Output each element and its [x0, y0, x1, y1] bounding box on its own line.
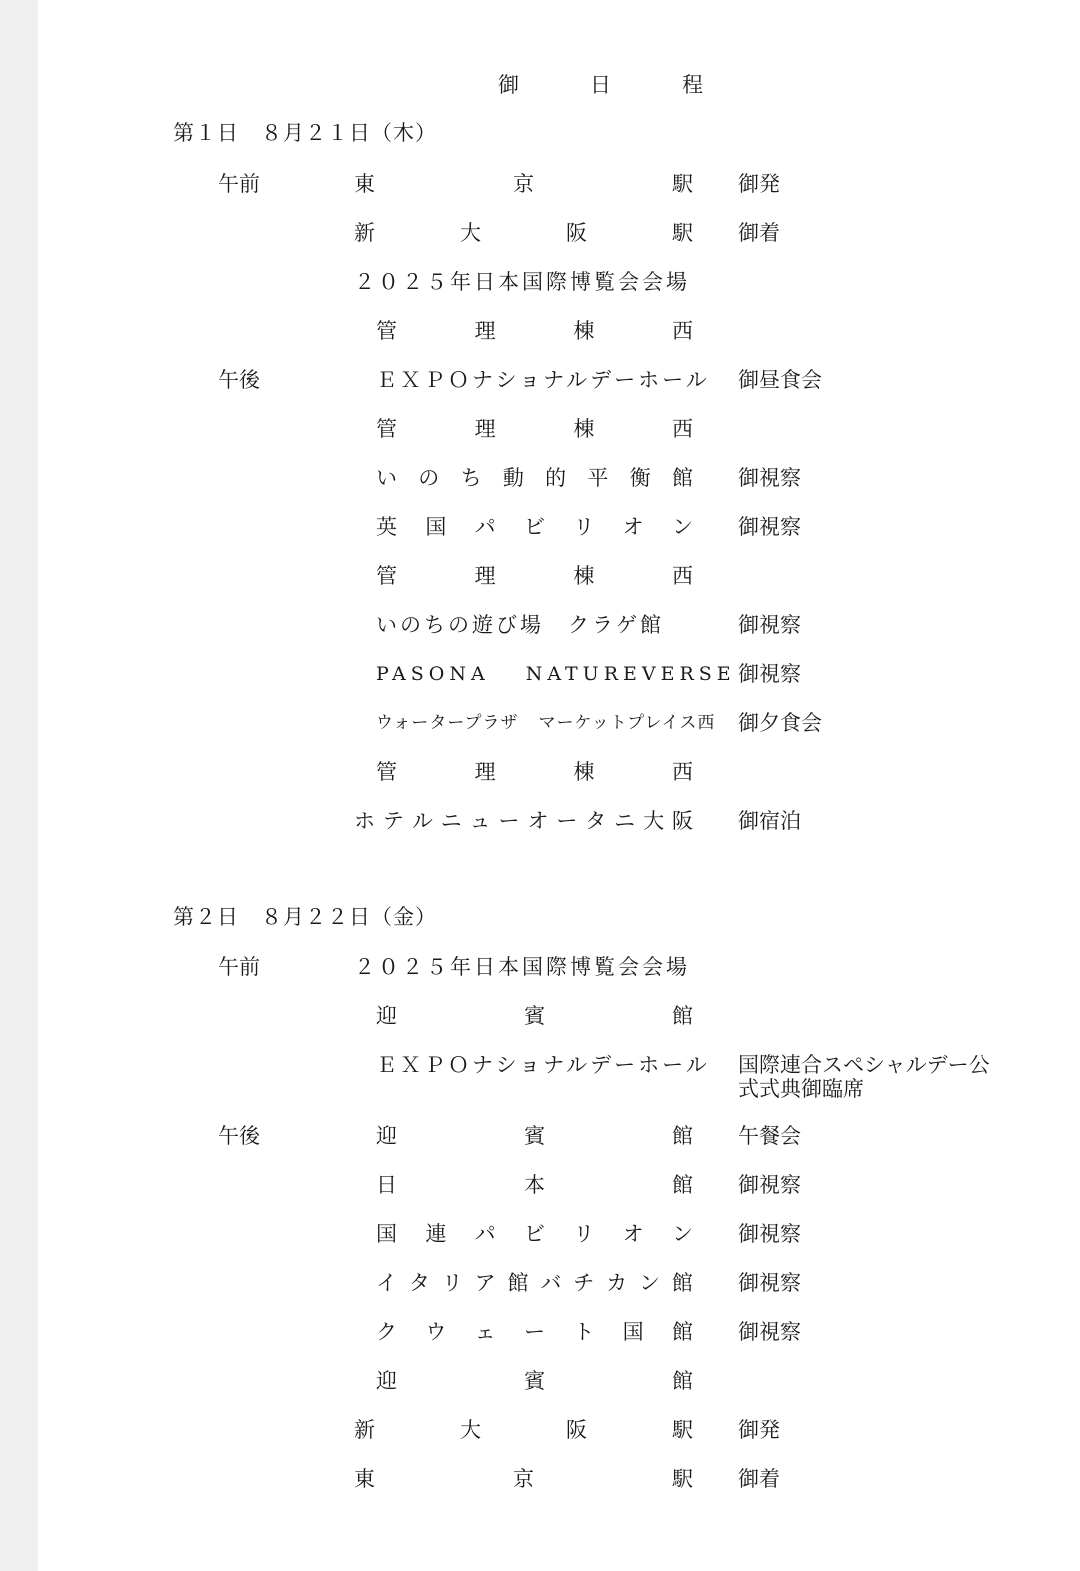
location: [376, 757, 693, 787]
location-char: ン: [671, 515, 693, 539]
location-char: ニ: [614, 809, 636, 833]
schedule-row: [0, 365, 1080, 395]
activity: 御視察: [738, 515, 801, 539]
location: [376, 414, 693, 444]
location-char: ト: [573, 1320, 595, 1344]
location-char: 管: [376, 760, 397, 784]
schedule-row: [0, 1050, 1080, 1101]
location-word: マーケットプレイス西: [538, 713, 716, 733]
location-char: 大: [460, 1418, 481, 1442]
location-char: リ: [441, 1271, 463, 1295]
time-period: 午前: [218, 172, 260, 196]
location-char: 東: [354, 172, 375, 196]
location: ＥＸＰＯナショナルデーホール: [376, 368, 710, 392]
title-char: 日: [590, 73, 611, 97]
location-char: 国: [425, 515, 447, 539]
location-char: 館: [671, 466, 693, 490]
location-char: 館: [507, 1271, 529, 1295]
activity: 御視察: [738, 1173, 801, 1197]
schedule-row: [0, 757, 1080, 787]
schedule-row: [0, 1268, 1080, 1298]
location-char: オ: [527, 809, 549, 833]
location-char: ア: [474, 1271, 496, 1295]
location-char: 大: [460, 221, 481, 245]
activity: 御着: [738, 221, 780, 245]
schedule-row: [0, 708, 1080, 738]
location-char: 日: [376, 1173, 397, 1197]
time-period: 午前: [218, 955, 260, 979]
location-char: 新: [354, 221, 375, 245]
location-char: 駅: [672, 221, 693, 245]
activity: 御視察: [738, 1320, 801, 1344]
location-char: ュ: [469, 809, 491, 833]
location-char: 理: [474, 417, 496, 441]
location-char: 理: [474, 760, 496, 784]
activity: 御着: [738, 1467, 780, 1491]
location-char: 西: [671, 319, 693, 343]
location: [376, 1001, 693, 1031]
location-char: ビ: [523, 1222, 545, 1246]
day-header: 第１日 ８月２１日（木）: [173, 121, 437, 145]
schedule-row: [0, 1464, 1080, 1494]
location-char: ン: [671, 1222, 693, 1246]
location-char: 国: [376, 1222, 397, 1246]
schedule-row: [0, 512, 1080, 542]
location-char: 館: [672, 1173, 693, 1197]
schedule-row: [0, 659, 1080, 689]
activity: 御視察: [738, 1271, 801, 1295]
location-char: 西: [671, 564, 693, 588]
location-char: テ: [382, 809, 404, 833]
activity: 午餐会: [738, 1124, 801, 1148]
location-char: リ: [573, 1222, 595, 1246]
time-period: 午後: [218, 368, 260, 392]
title-char: 程: [682, 73, 703, 97]
schedule-row: [0, 267, 1080, 297]
location-char: 衡: [629, 466, 651, 490]
location-char: 管: [376, 319, 397, 343]
location: [376, 1219, 693, 1249]
location: [376, 1317, 693, 1347]
location: [376, 316, 693, 346]
schedule-row: [0, 1366, 1080, 1396]
location-char: 京: [513, 1467, 534, 1491]
location: [354, 1464, 693, 1494]
activity: 御夕食会: [738, 711, 822, 735]
activity: 御視察: [738, 662, 801, 686]
location-char: 連: [425, 1222, 447, 1246]
location: [376, 463, 693, 493]
location: [354, 1415, 693, 1445]
schedule-row: [0, 1121, 1080, 1151]
schedule-row: [0, 169, 1080, 199]
location-char: ェ: [474, 1320, 496, 1344]
location: ２０２５年日本国際博覧会会場: [354, 270, 690, 294]
schedule-row: [0, 1170, 1080, 1200]
schedule-row: [0, 952, 1080, 982]
schedule-row: [0, 806, 1080, 836]
location-char: 駅: [672, 172, 693, 196]
location-char: 理: [474, 564, 496, 588]
location: [376, 561, 693, 591]
location-char: カ: [606, 1271, 628, 1295]
location: [376, 1268, 693, 1298]
location-char: ク: [376, 1320, 397, 1344]
location-char: 本: [524, 1173, 545, 1197]
location-char: チ: [573, 1271, 595, 1295]
location-char: 的: [545, 466, 567, 490]
schedule-row: [0, 414, 1080, 444]
location-char: 棟: [573, 760, 595, 784]
location-char: 迎: [376, 1004, 397, 1028]
day-header: 第２日 ８月２２日（金）: [173, 905, 437, 929]
location-char: タ: [408, 1271, 430, 1295]
location-char: 駅: [672, 1418, 693, 1442]
location-word: PASONA: [376, 663, 490, 685]
location: [376, 512, 693, 542]
schedule-row: [0, 1415, 1080, 1445]
location-char: の: [418, 466, 440, 490]
location-char: 阪: [566, 1418, 587, 1442]
location-char: 阪: [671, 809, 693, 833]
activity: 御視察: [738, 466, 801, 490]
location: [376, 1170, 693, 1200]
location-char: 賓: [524, 1369, 545, 1393]
location-char: ー: [498, 809, 520, 833]
location-char: 迎: [376, 1369, 397, 1393]
location-char: ホ: [354, 809, 375, 833]
location-char: タ: [585, 809, 607, 833]
location-char: 館: [671, 1320, 693, 1344]
location-word: NATUREVERSE: [525, 663, 736, 685]
location-char: 迎: [376, 1124, 397, 1148]
schedule-row: [0, 463, 1080, 493]
location-char: 平: [587, 466, 609, 490]
location: [376, 1366, 693, 1396]
location-char: 賓: [524, 1004, 545, 1028]
location: [354, 169, 693, 199]
schedule-row: [0, 316, 1080, 346]
location-char: 館: [671, 1271, 693, 1295]
location-char: 京: [513, 172, 534, 196]
location-char: パ: [474, 1222, 496, 1246]
location-char: い: [376, 466, 397, 490]
schedule-row: [0, 610, 1080, 640]
location-char: 棟: [573, 319, 595, 343]
time-period: 午後: [218, 1124, 260, 1148]
location: [376, 708, 716, 738]
location-char: 管: [376, 564, 397, 588]
location-char: ビ: [523, 515, 545, 539]
activity: 御発: [738, 1418, 780, 1442]
location: いのちの遊び場 クラゲ館: [376, 613, 664, 637]
location-char: 動: [502, 466, 524, 490]
location-char: 新: [354, 1418, 375, 1442]
location-char: ル: [411, 809, 433, 833]
location-char: 西: [671, 760, 693, 784]
location-char: 英: [376, 515, 397, 539]
location: [376, 1121, 693, 1151]
schedule-row: [0, 1219, 1080, 1249]
location: ２０２５年日本国際博覧会会場: [354, 955, 690, 979]
location: [354, 806, 693, 836]
activity: 御視察: [738, 613, 801, 637]
location-char: ー: [556, 809, 578, 833]
location-char: ン: [639, 1271, 660, 1295]
location-char: 館: [672, 1369, 693, 1393]
location-char: 棟: [573, 564, 595, 588]
schedule-row: [0, 1317, 1080, 1347]
location-char: ニ: [440, 809, 462, 833]
activity: 御視察: [738, 1222, 801, 1246]
location-char: パ: [474, 515, 496, 539]
schedule-row: [0, 218, 1080, 248]
location: [376, 659, 736, 689]
activity: 御昼食会: [738, 368, 822, 392]
activity: 御宿泊: [738, 809, 801, 833]
activity: 国際連合スペシャルデー公式式典御臨席: [738, 1053, 990, 1101]
location-char: ち: [460, 466, 482, 490]
location-char: 阪: [566, 221, 587, 245]
title-char: 御: [498, 73, 519, 97]
location: [354, 218, 693, 248]
location-char: オ: [622, 1222, 644, 1246]
location-char: リ: [573, 515, 595, 539]
location-char: 館: [672, 1004, 693, 1028]
schedule-row: [0, 1001, 1080, 1031]
location-char: 駅: [672, 1467, 693, 1491]
location-char: ー: [523, 1320, 545, 1344]
location-char: オ: [622, 515, 644, 539]
location-char: バ: [540, 1271, 562, 1295]
location-char: 大: [643, 809, 665, 833]
location: ＥＸＰＯナショナルデーホール: [376, 1053, 710, 1077]
location-char: 国: [622, 1320, 644, 1344]
page-title: [498, 70, 703, 100]
location-char: 賓: [524, 1124, 545, 1148]
location-char: イ: [376, 1271, 397, 1295]
schedule-row: [0, 561, 1080, 591]
activity: 御発: [738, 172, 780, 196]
location-char: 館: [672, 1124, 693, 1148]
location-char: 東: [354, 1467, 375, 1491]
location-char: 棟: [573, 417, 595, 441]
location-char: 管: [376, 417, 397, 441]
location-word: ウォータープラザ: [376, 713, 519, 733]
location-char: 理: [474, 319, 496, 343]
location-char: 西: [671, 417, 693, 441]
location-char: ウ: [425, 1320, 447, 1344]
